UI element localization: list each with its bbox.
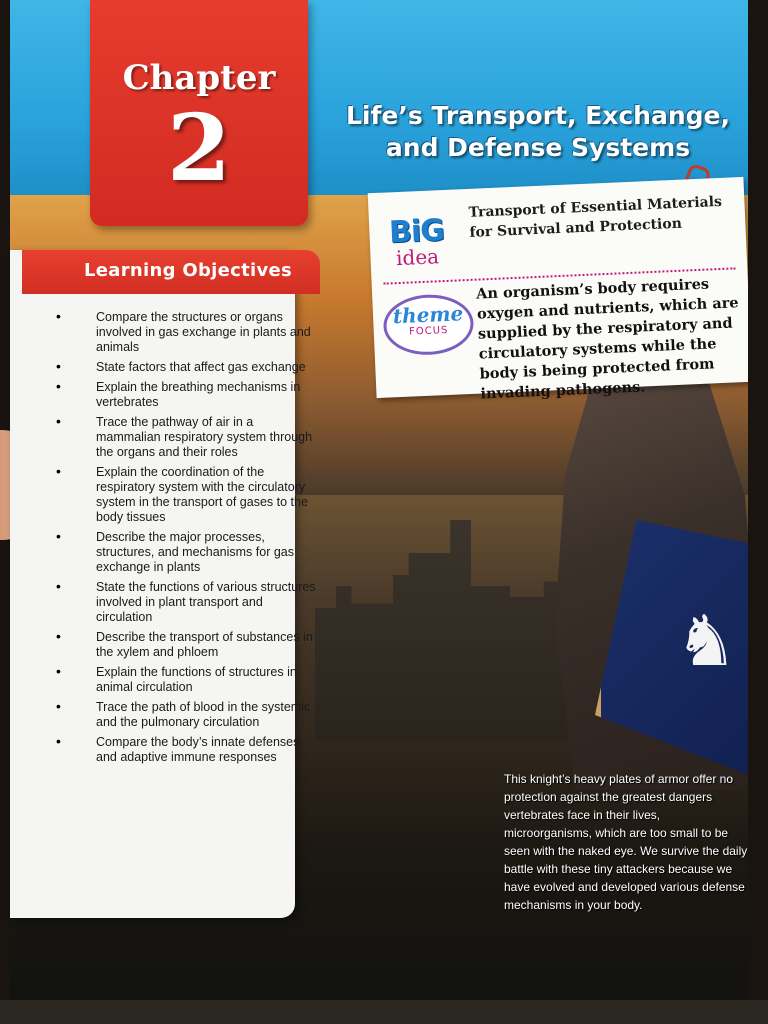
- learning-objectives-heading: Learning Objectives: [84, 260, 293, 281]
- chapter-number: 2: [166, 94, 231, 202]
- unicorn-emblem-icon: ♞: [675, 600, 738, 682]
- learning-objectives-header: [22, 250, 320, 294]
- big-idea-text: Transport of Essential Materials for Survival and Protection: [468, 193, 723, 241]
- list-item: • Trace the pathway of air in a mammalian respiratory system through the organs and their roles: [56, 415, 318, 460]
- list-item: • Describe the major processes, structures, and mechanisms for gas exchange in plants: [56, 530, 318, 575]
- theme-focus-text: An organism’s body requires oxygen and nutrients, which are supplied by the respiratory and circulatory systems while the body is being protected from invading pathogens.: [475, 275, 739, 403]
- big-idea-badge: [381, 213, 453, 271]
- big-idea-badge-idea: idea: [395, 244, 440, 271]
- chapter-title: Life’s Transport, Exchange, and Defense Systems: [346, 101, 730, 162]
- list-item: • Describe the transport of substances in the xylem and phloem: [56, 630, 318, 660]
- big-idea-card: [368, 177, 748, 403]
- theme-focus-badge-focus: FOCUS: [408, 324, 449, 338]
- list-item: • Compare the body’s innate defenses and adaptive immune responses: [56, 735, 318, 765]
- learning-objectives-list: [56, 310, 318, 770]
- list-item: • Explain the coordination of the respiratory system with the circulatory system in the transport of gases to the body tissues: [56, 465, 318, 525]
- chapter-box: [90, 0, 308, 226]
- bottom-edge: [0, 1000, 768, 1024]
- list-item: • Explain the functions of structures in animal circulation: [56, 665, 318, 695]
- theme-focus-badge-theme: theme: [392, 301, 464, 329]
- theme-focus-badge: [382, 293, 475, 357]
- list-item: • Compare the structures or organs involved in gas exchange in plants and animals: [56, 310, 318, 355]
- list-item: • Explain the breathing mechanisms in vertebrates: [56, 380, 318, 410]
- castle-silhouette: [315, 520, 575, 740]
- chapter-label: Chapter: [122, 58, 276, 98]
- list-item: • Trace the path of blood in the systemic and the pulmonary circulation: [56, 700, 318, 730]
- big-idea-badge-big: BiG: [388, 213, 445, 251]
- list-item: • State the functions of various structures involved in plant transport and circulation: [56, 580, 318, 625]
- photo-caption: This knight’s heavy plates of armor offer no protection against the greatest dangers vertebrates face in their lives, microorganisms, which are too small to be seen with the naked eye. We survive the daily battle with these tiny attackers because we have evolved and developed various defense mechanisms in your body.: [504, 772, 748, 912]
- list-item: • State factors that affect gas exchange: [56, 360, 318, 375]
